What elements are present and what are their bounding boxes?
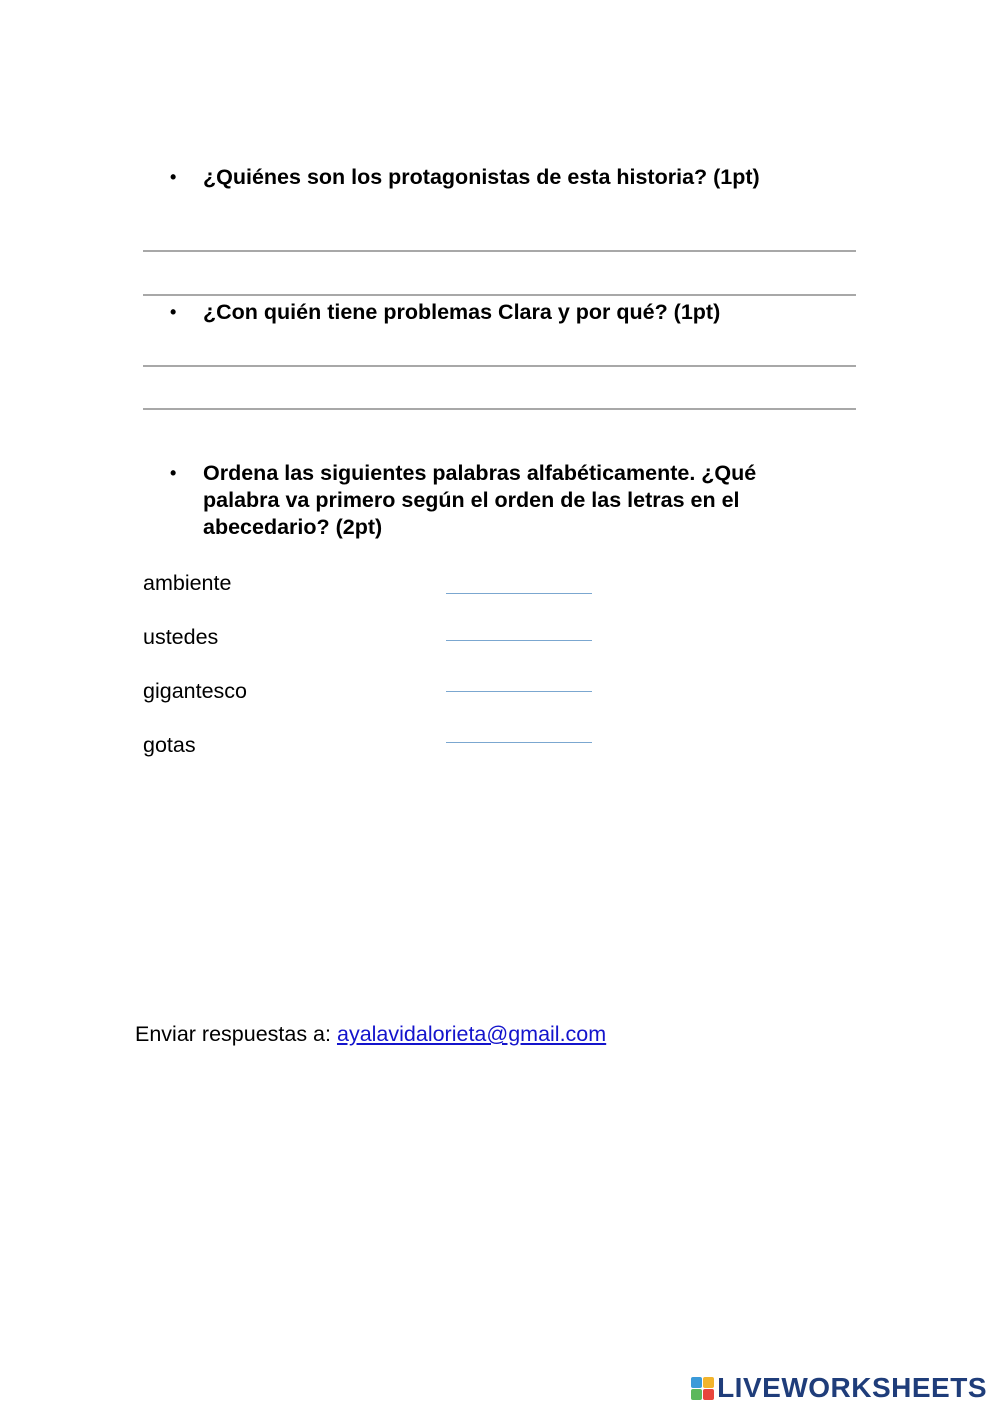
question-3-text: Ordena las siguientes palabras alfabéticamente. ¿Qué palabra va primero según el orden de las letras en el abecedario? (2pt) xyxy=(203,461,757,539)
word-ustedes: ustedes xyxy=(143,625,219,649)
bullet-icon: • xyxy=(170,302,177,322)
question-1-text: ¿Quiénes son los protagonistas de esta historia? (1pt) xyxy=(203,165,760,189)
bullet-icon: • xyxy=(170,167,177,187)
answer-line-2[interactable] xyxy=(143,294,856,296)
word-gigantesco: gigantesco xyxy=(143,679,247,703)
answer-line-4[interactable] xyxy=(143,408,856,410)
order-blank-4[interactable] xyxy=(446,742,592,743)
logo-square-red xyxy=(703,1389,714,1400)
question-1 xyxy=(170,164,830,191)
footer-label: Enviar respuestas a: xyxy=(135,1022,331,1046)
logo-square-yellow xyxy=(703,1377,714,1388)
footer xyxy=(135,1021,606,1047)
answer-line-1[interactable] xyxy=(143,250,856,252)
order-blank-2[interactable] xyxy=(446,640,592,641)
order-blank-3[interactable] xyxy=(446,691,592,692)
logo-square-green xyxy=(691,1389,702,1400)
question-2 xyxy=(170,299,830,326)
liveworksheets-logo-icon xyxy=(691,1377,714,1400)
answer-line-3[interactable] xyxy=(143,365,856,367)
brand-logo xyxy=(691,1372,987,1404)
word-gotas: gotas xyxy=(143,733,196,757)
email-link[interactable]: ayalavidalorieta@gmail.com xyxy=(336,1022,607,1046)
word-ambiente: ambiente xyxy=(143,571,232,595)
logo-square-blue xyxy=(691,1377,702,1388)
question-2-text: ¿Con quién tiene problemas Clara y por qué? (1pt) xyxy=(203,300,721,324)
bullet-icon: • xyxy=(170,463,177,483)
order-blank-1[interactable] xyxy=(446,593,592,594)
question-3 xyxy=(170,460,830,541)
brand-name: LIVEWORKSHEETS xyxy=(717,1372,987,1403)
